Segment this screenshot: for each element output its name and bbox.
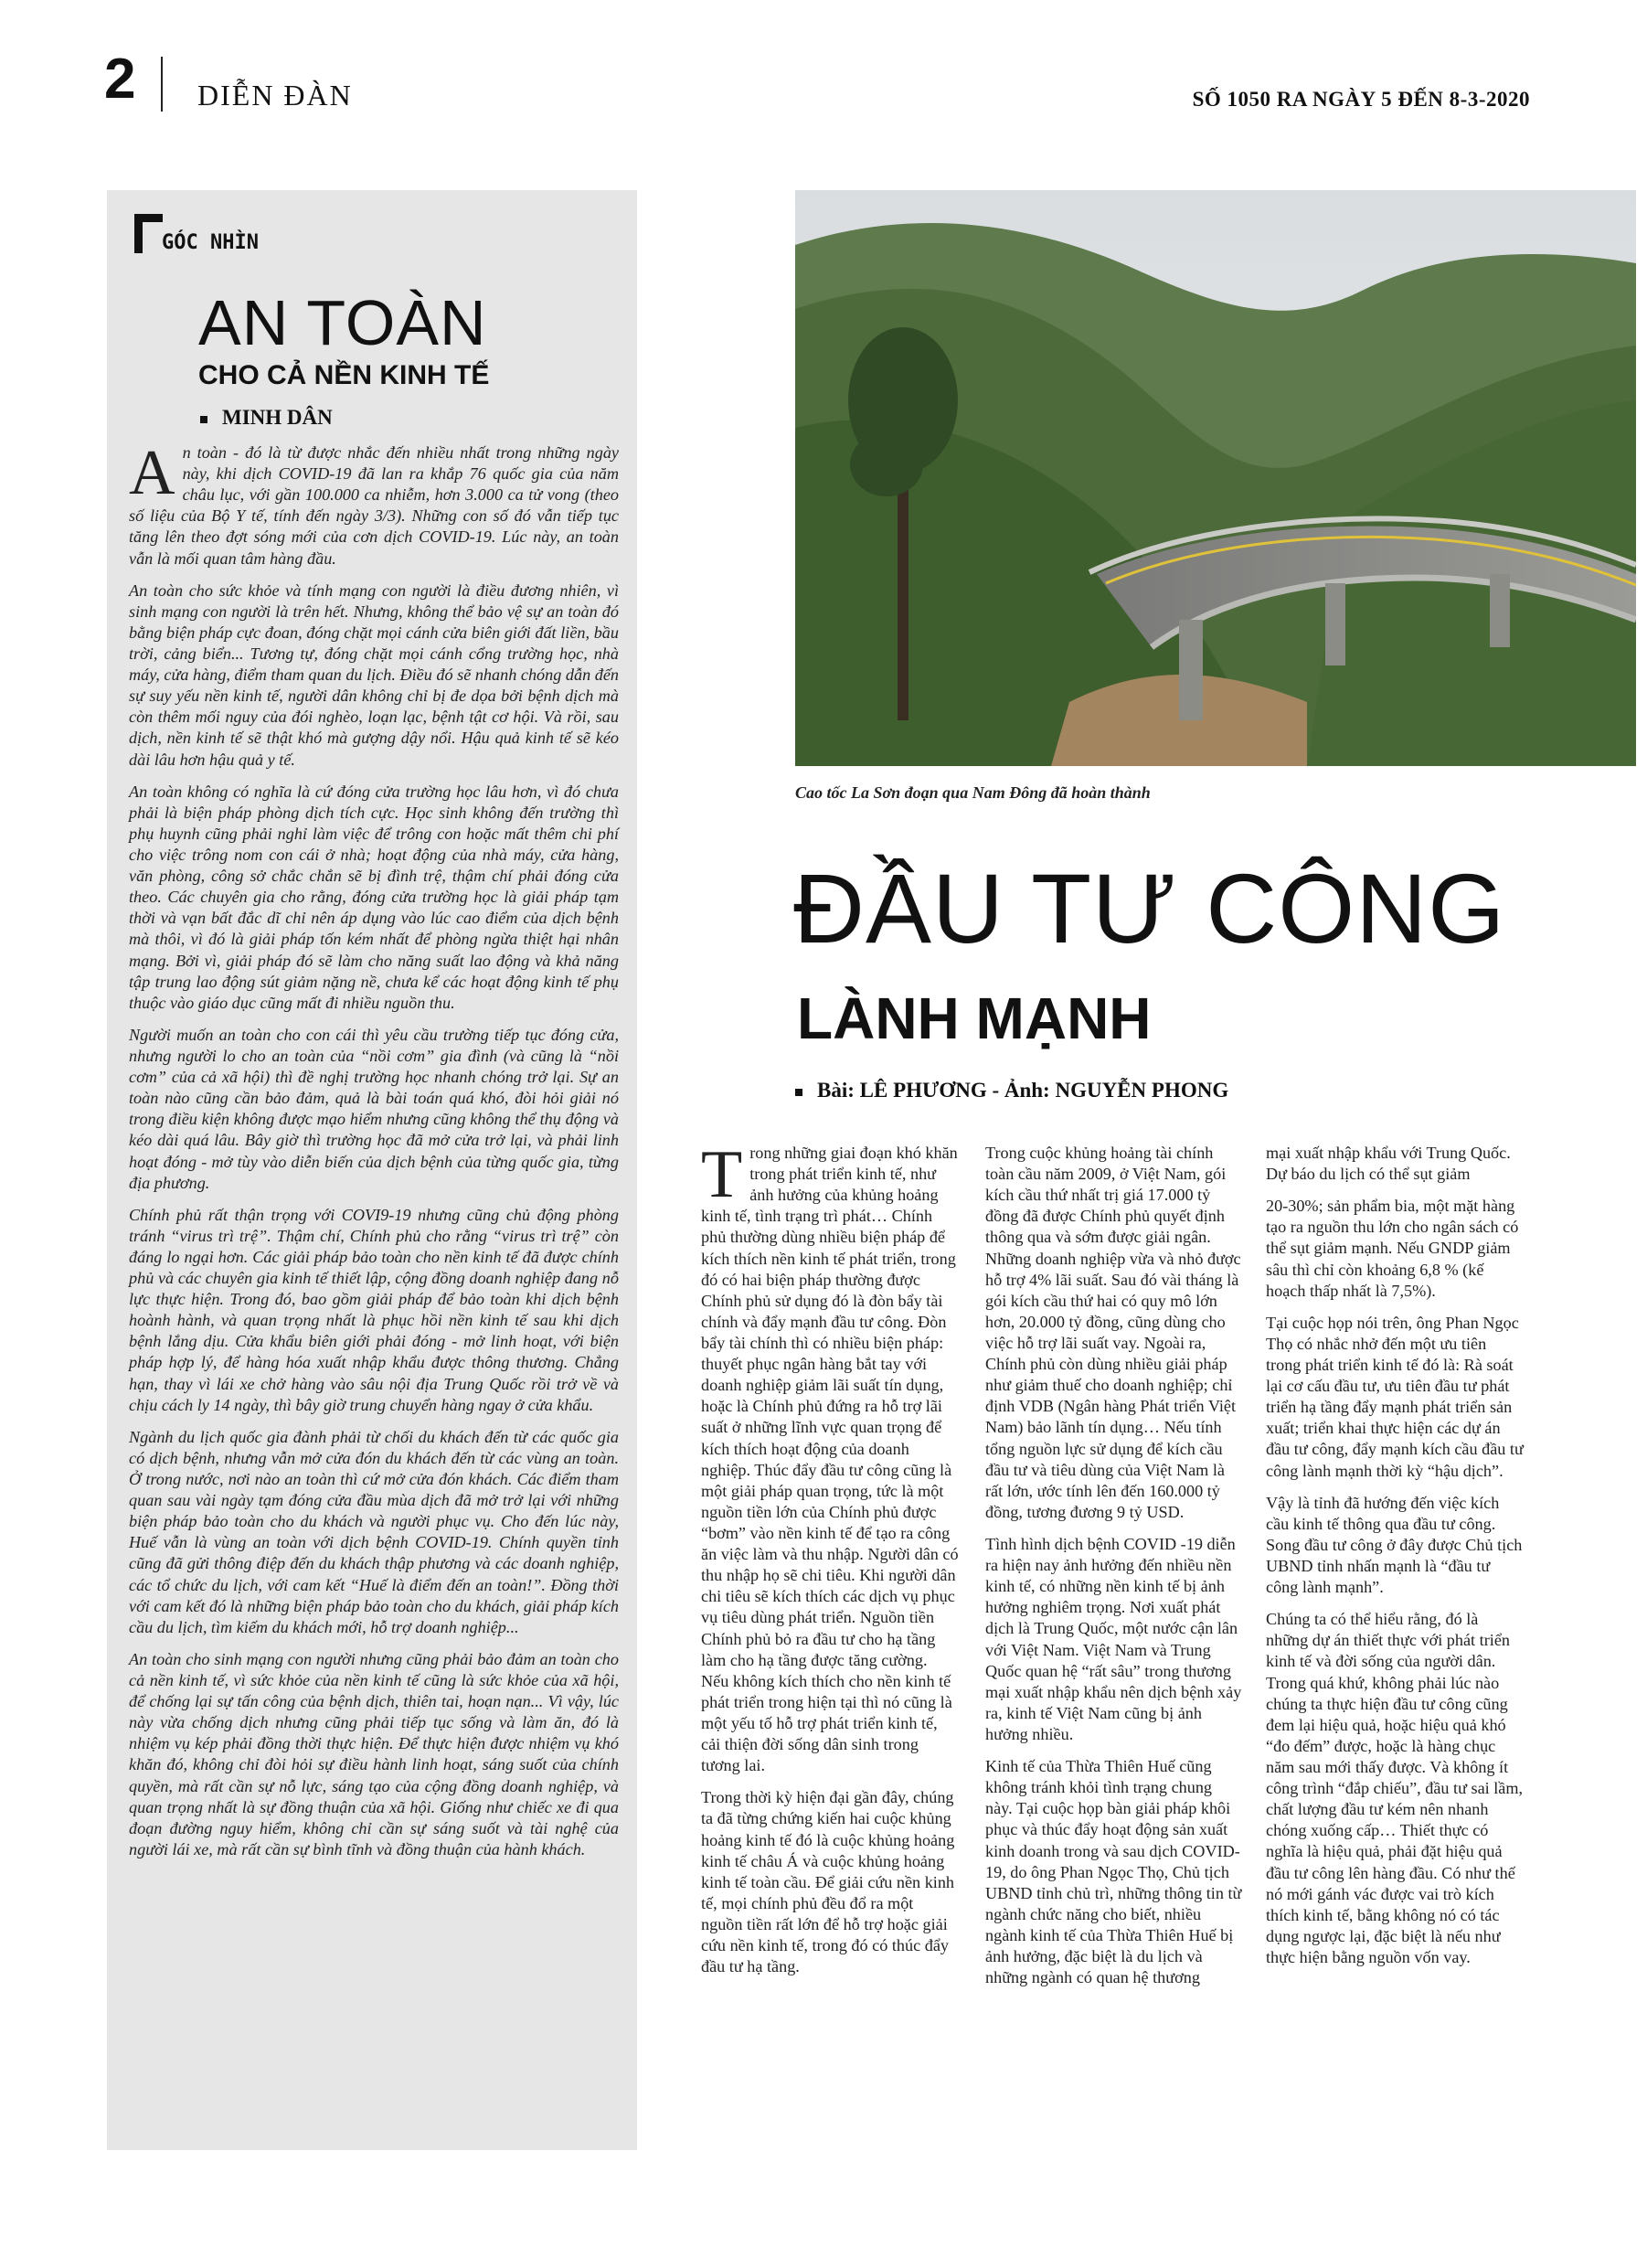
article-paragraph-text: rong những giai đoạn khó khăn trong phát triển kinh tế, như ảnh hưởng của khủng hoảng kinh tế, tình trạng trì phát… Chính phủ thường dùng nhiều biện pháp để kích thích nền kinh tế phát triển, trong đó có hai biện pháp thường được Chính phủ sử dụng đó là đòn bẩy tài chính và đẩy mạnh đầu tư công. Đòn bẩy tài chính thì có nhiều biện pháp: thuyết phục ngân hàng bắt tay với doanh nghiệp giảm lãi suất tín dụng, hoặc là Chính phủ đứng ra hỗ trợ lãi suất ở những lĩnh vực quan trọng để kích thích hoạt động của doanh nghiệp. Thúc đẩy đầu tư công cũng là một giải pháp quan trọng, tức là một nguồn tiền lớn của Chính phủ được “bơm” vào nền kinh tế để tạo ra công ăn việc làm và thu nhập. Người dân có thu nhập họ sẽ chi tiêu. Khi người dân chi tiêu sẽ kích thích các dịch vụ phục vụ tiêu dùng phát triển. Nguồn tiền Chính phủ bỏ ra đầu tư cho hạ tầng làm cho hạ tầng được tăng cường. Nếu không kích thích cho nền kinh tế phát triển trong hiện tại thì nó cũng là một yếu tố hỗ trợ phát triển kinh tế, cải thiện đời sống dân sinh trong tương lai.: [701, 1144, 959, 1775]
article-column-3: [1266, 1143, 1524, 1979]
sidebar-body: [129, 438, 619, 1871]
sidebar-box: [107, 190, 637, 2150]
sidebar-title: AN TOÀN: [198, 287, 487, 358]
sidebar-paragraph: [129, 438, 619, 570]
article-subtitle: LÀNH MẠNH: [797, 985, 1152, 1051]
article-paragraph: mại xuất nhập khẩu với Trung Quốc. Dự báo du lịch có thể sụt giảm: [1266, 1144, 1511, 1184]
sidebar-paragraph: Chính phủ rất thận trọng với COVI9-19 nhưng cũng chủ động phòng tránh “virus trì trệ”. Thậm chí, Chính phủ cho rằng “virus trì trệ” còn đáng lo ngại hơn. Các giải pháp bảo toàn cho nền kinh tế đã được chính phủ và các chuyên gia kinh tế thiết lập, cộng đồng doanh nghiệp đang nỗ lực thực hiện. Trong đó, bao gồm giải pháp để bảo toàn khi dịch bệnh hoành hành, và quan trọng nhất là phục hồi nền kinh tế sau khi dịch bệnh lắng dịu. Cửa khẩu biên giới phải đóng - mở linh hoạt, với biện pháp hợp lý, để hàng hóa xuất nhập khẩu được thông thương. Chẳng hạn, thay vì lái xe chở hàng vào sâu nội địa Trung Quốc rồi trở về và chịu cách ly 14 ngày, thì bây giờ trung chuyển hàng ngay ở cửa khẩu.: [129, 1205, 619, 1414]
issue-info: SỐ 1050 RA NGÀY 5 ĐẾN 8-3-2020: [1192, 88, 1530, 111]
sidebar-paragraph-text: n toàn - đó là từ được nhắc đến nhiều nhất trong những ngày này, khi dịch COVID-19 đã lan ra khắp 76 quốc gia của năm châu lục, với gần 100.000 ca nhiễm, hơn 3.000 ca tử vong (theo số liệu của Bộ Y tế, tính đến ngày 3/3). Những con số đó vẫn tiếp tục tăng lên theo đợt sóng mới của cơn dịch COVID-19. Lúc này, an toàn vẫn là mối quan tâm hàng đầu.: [129, 443, 619, 568]
sidebar-author: [200, 406, 333, 430]
byline-text: Bài: LÊ PHƯƠNG - Ảnh: NGUYỄN PHONG: [817, 1079, 1229, 1102]
article-byline: [795, 1079, 1228, 1102]
sidebar-paragraph: Người muốn an toàn cho con cái thì yêu cầu trường tiếp tục đóng cửa, nhưng người lo cho an toàn của “nồi cơm” gia đình (và cũng là “nồi cơm” của cả xã hội) thì đề nghị trường học nhanh chóng trở lại. Sự an toàn nào cũng cần bảo đảm, quả là bài toán quá khó, đòi hỏi giải nó trong điều kiện không được mạo hiểm nhưng cũng không thể thụ động và kéo dài quá lâu. Bây giờ thì trường học đã mở cửa trở lại, và phải linh hoạt đóng - mở tùy vào diễn biến của dịch bệnh của từng quốc gia, từng địa phương.: [129, 1025, 619, 1192]
page-number: 2: [104, 48, 136, 111]
article-paragraph: 20-30%; sản phẩm bia, một mặt hàng tạo ra nguồn thu lớn cho ngân sách có thể sụt giảm mạnh. Nếu GNDP giảm sâu thì chỉ còn khoảng 6,8 % (kế hoạch thấp nhất là 7,5%).: [1266, 1197, 1519, 1300]
article-title: ĐẦU TƯ CÔNG: [793, 853, 1506, 964]
article-column-1: [701, 1137, 959, 1988]
section-name: DIỄN ĐÀN: [197, 79, 353, 112]
corner-bracket-icon: [134, 214, 163, 253]
sidebar-paragraph: An toàn cho sức khỏe và tính mạng con người là điều đương nhiên, vì sinh mạng con người là trên hết. Nhưng, không thể bảo vệ sự an toàn đó bằng biện pháp cực đoan, đóng chặt mọi cánh cửa biên giới đất liền, bầu trời, cảng biển... Tương tự, đóng chặt mọi cánh cổng trường học, nhà máy, cửa hàng, điểm tham quan du lịch. Điều đó sẽ nhanh chóng dẫn đến sự suy yếu nền kinh tế, người dân không chỉ bị đe dọa bởi bệnh dịch mà còn thêm mối nguy của đói nghèo, loạn lạc, bệnh tật cơ hội. Và rồi, sau dịch, nền kinh tế sẽ thật khó mà gượng dậy nổi. Hậu quả kinh tế sẽ kéo dài lâu hơn hậu quả y tế.: [129, 580, 619, 769]
article-paragraph: Trong thời kỳ hiện đại gần đây, chúng ta đã từng chứng kiến hai cuộc khủng hoảng kinh tế đó là cuộc khủng hoảng kinh tế châu Á và cuộc khủng hoảng kinh tế toàn cầu. Để giải cứu nền kinh tế, mọi chính phủ đều đổ ra một nguồn tiền rất lớn để hỗ trợ hoặc giải cứu nền kinh tế, trong đó có thúc đẩy đầu tư hạ tầng.: [701, 1788, 955, 1976]
sidebar-paragraph: An toàn cho sinh mạng con người nhưng cũng phải bảo đảm an toàn cho cả nền kinh tế, vì sức khỏe của nền kinh tế cũng là sức khỏe của xã hội, để chống lại sự tấn công của bệnh dịch, thiên tai, hoạn nạn... Vì vậy, lúc này vừa chống dịch nhưng cũng phải tiếp tục sống và làm ăn, đó là nhiệm vụ kép phải đồng thời thực hiện. Để thực hiện được nhiệm vụ khó khăn đó, không chỉ đòi hỏi sự điều hành linh hoạt, sáng suốt của chính quyền, mà rất cần sự nỗ lực, sáng tạo của cộng đồng doanh nghiệp, và quan trọng nhất là sự đồng thuận của xã hội. Giống như chiếc xe đi qua đoạn đường nguy hiểm, không chỉ cần sự sáng suốt và tài nghệ của người lái xe, mà rất cần sự bình tĩnh và đồng thuận của hành khách.: [129, 1649, 619, 1858]
photo-caption: Cao tốc La Sơn đoạn qua Nam Đông đã hoàn thành: [795, 783, 1151, 802]
sidebar-dropcap: A: [129, 438, 175, 508]
sidebar-paragraph: An toàn không có nghĩa là cứ đóng cửa trường học lâu hơn, vì đó chưa phải là biện pháp phòng dịch tích cực. Học sinh không đến trường thì phụ huynh cũng phải nghỉ làm việc để trông con hoặc mất thêm chi phí cho việc trông nom con cái ở nhà; hoạt động của nhà máy, cửa hàng, văn phòng, công sở chắc chắn sẽ bị đình trệ, thậm chí phải đóng cửa theo. Các chuyên gia cho rằng, đóng cửa trường học là giải pháp tạm thời và vạn bất đắc dĩ chỉ nên áp dụng vào lúc cao điểm của dịch bệnh mà thôi, vì đó là giải pháp tốn kém nhất để phòng ngừa thiệt hại nhân mạng. Bởi vì, giải pháp đó sẽ làm cho năng suất lao động và khả năng tập trung lao động sút giảm nặng nề, chưa kể các hoạt động kinh tế phụ thuộc vào giáo dục cũng mất đi nhiều nguồn thu.: [129, 782, 619, 1012]
highway-landscape-image: [795, 190, 1636, 766]
article-paragraph: Tình hình dịch bệnh COVID -19 diễn ra hiện nay ảnh hưởng đến nhiều nền kinh tế, có những nền kinh tế bị ảnh hưởng nghiêm trọng. Nơi xuất phát dịch là Trung Quốc, một nước cận lân với Việt Nam. Việt Nam và Trung Quốc quan hệ “rất sâu” trong thương mại xuất nhập khẩu nên dịch bệnh xảy ra, kinh tế Việt Nam cũng bị ảnh hưởng nhiều.: [985, 1534, 1242, 1743]
sidebar-subtitle: CHO CẢ NỀN KINH TẾ: [198, 360, 490, 390]
header-divider: [161, 57, 163, 112]
highway-photo: [795, 190, 1636, 766]
article-paragraph: Chúng ta có thể hiểu rằng, đó là những dự án thiết thực với phát triển kinh tế và đời sống của người dân. Trong quá khứ, không phải lúc nào chúng ta thực hiện đầu tư công cũng đem lại hiệu quả, hoặc hiệu quả khó “đo đếm” được, hoặc là hàng chục năm sau mới thấy được. Và không ít công trình “đắp chiếu”, đầu tư sai lầm, chất lượng đầu tư kém nên nhanh chóng xuống cấp… Thiết thực có nghĩa là hiệu quả, phải đặt hiệu quả đầu tư công lên hàng đầu. Có như thế nó mới gánh vác được vai trò kích thích kinh tế, bằng không nó có tác dụng ngược lại, đặc biệt là nếu như thực hiện bằng nguồn vốn vay.: [1266, 1610, 1524, 1966]
article-paragraph: Tại cuộc họp nói trên, ông Phan Ngọc Thọ có nhắc nhở đến một ưu tiên trong phát triển kinh tế đó là: Rà soát lại cơ cấu đầu tư, ưu tiên đầu tư phát triển hạ tầng đẩy mạnh phát triển sản xuất; triển khai thực hiện các dự án đầu tư công, đẩy mạnh kích cầu đầu tư công lành mạnh thời kỳ “hậu dịch”.: [1266, 1313, 1524, 1480]
article-paragraph: Trong cuộc khủng hoảng tài chính toàn cầu năm 2009, ở Việt Nam, gói kích cầu thứ nhất trị giá 17.000 tỷ đồng đã được Chính phủ quyết định thông qua và sớm được giải ngân. Những doanh nghiệp vừa và nhỏ được hỗ trợ 4% lãi suất. Sau đó vài tháng là gói kích cầu thứ hai có quy mô lớn hơn, 20.000 tỷ đồng, cũng dùng cho việc hỗ trợ lãi suất vay. Ngoài ra, Chính phủ còn dùng nhiều giải pháp như giảm thuế cho doanh nghiệp; chỉ định VDB (Ngân hàng Phát triển Việt Nam) bảo lãnh tín dụng… Nếu tính tổng nguồn lực sử dụng để kích cầu đầu tư và tiêu dùng của Việt Nam là rất lớn, ước tính lên đến 160.000 tỷ đồng, tương đương 9 tỷ USD.: [985, 1144, 1241, 1521]
sidebar-author-name: MINH DÂN: [222, 406, 333, 429]
article-column-2: [985, 1143, 1243, 1999]
sidebar-paragraph: Ngành du lịch quốc gia đành phải từ chối du khách đến từ các quốc gia có dịch bệnh, nhưng vẫn mở cửa đón du khách đến từ các vùng an toàn. Ở trong nước, nơi nào an toàn thì cứ mở cửa đón khách. Các điểm tham quan sau vài ngày tạm đóng cửa đầu mùa dịch đã mở trở lại với những biện pháp bảo toàn cho du khách và người phục vụ. Cho đến lúc này, Huế vẫn là vùng an toàn với dịch bệnh COVID-19. Chính quyền tỉnh cũng đã gửi thông điệp đến du khách thập phương và các doanh nghiệp, các tổ chức du lịch, với cam kết “Huế là điểm đến an toàn!”. Đồng thời với cam kết đó là những biện pháp bảo toàn cho du khách, giải pháp kích cầu du lịch, tìm kiếm du khách mới, hỗ trợ doanh nghiệp...: [129, 1427, 619, 1636]
article-dropcap: T: [701, 1137, 743, 1212]
article-paragraph: Kinh tế của Thừa Thiên Huế cũng không tránh khỏi tình trạng chung này. Tại cuộc họp bàn giải pháp khôi phục và thúc đẩy hoạt động sản xuất kinh doanh trong và sau dịch COVID-19, do ông Phan Ngọc Thọ, Chủ tịch UBND tỉnh chủ trì, những thông tin từ ngành chức năng cho biết, nhiều ngành kinh tế của Thừa Thiên Huế bị ảnh hưởng, đặc biệt là du lịch và những ngành có quan hệ thương: [985, 1757, 1242, 1987]
article-paragraph: Vậy là tỉnh đã hướng đến việc kích cầu kinh tế thông qua đầu tư công. Song đầu tư công ở đây được Chủ tịch UBND tỉnh nhấn mạnh là “đầu tư công lành mạnh”.: [1266, 1493, 1523, 1597]
kicker-label: GÓC NHÌN: [162, 231, 259, 254]
article-paragraph: [701, 1137, 959, 1776]
